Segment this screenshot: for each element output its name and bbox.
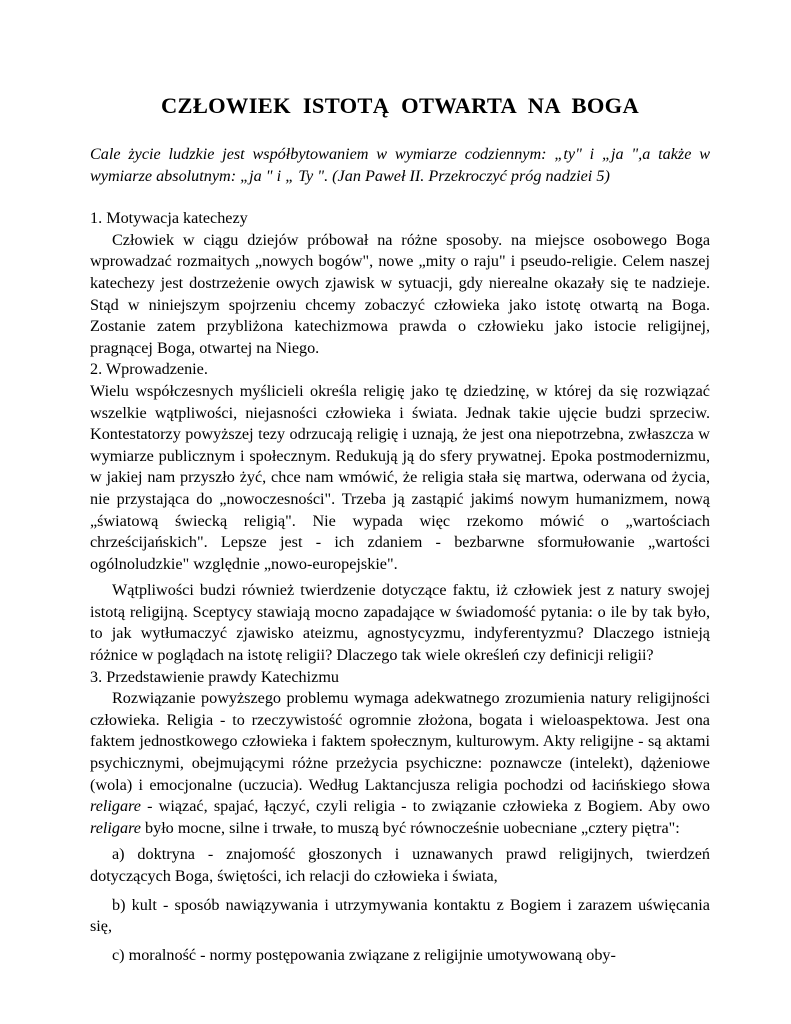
latin-term: religare bbox=[90, 818, 141, 837]
page-title: CZŁOWIEK ISTOTĄ OTWARTA NA BOGA bbox=[160, 93, 640, 118]
spacer bbox=[90, 187, 710, 208]
section-3-text-part-1: Rozwiązanie powyższego problemu wymaga adekwatnego zrozumienia natury religijności człowieka. Religia - to rzeczywistość ogromnie złożona, bogata i wieloaspektowa. Jest ona faktem jednostkowego człowieka i faktem społecznym, kulturowym. Akty religijne - są aktami psychicznymi, obejmującymi różne przeżycia psychiczne: poznawcze (intelekt), dążeniowe (wola) i emocjonalne (uczucia). Według Laktancjusza religia pochodzi od łacińskiego słowa bbox=[90, 689, 710, 794]
list-item-doctrine: a) doktryna - znajomość głoszonych i uznawanych prawd religijnych, twierdzeń dotyczących Boga, świętości, ich relacji do człowieka i świata, bbox=[90, 845, 710, 885]
section-3-heading: 3. Przedstawienie prawdy Katechizmu bbox=[90, 667, 340, 686]
section-1-paragraph: Człowiek w ciągu dziejów próbował na różne sposoby. na miejsce osobowego Boga wprowadzać rozmaitych „nowych bogów", nowe „mity o raju" i pseudo-religie. Celem naszej katechezy jest dostrzeżenie owych zjawisk w sytuacji, gdy nierealne okazały się te nadzieje. Stąd w niniejszym spojrzeniu chcemy zobaczyć człowieka jako istotę otwartą na Boga. Zostanie zatem przybliżona katechizmowa prawda o człowieku jako istocie religijnej, pragnącej Boga, otwartej na Niego. bbox=[90, 230, 710, 357]
motto-quote: Cale życie ludzkie jest współbytowaniem w wymiarze codziennym: „ty" i „ja ",a także w wymiarze absolutnym: „ja " i „ Ty ". (Jan Paweł II. Przekroczyć próg nadziei 5) bbox=[90, 145, 710, 185]
list-item-cult: b) kult - sposób nawiązywania i utrzymywania kontaktu z Bogiem i zarazem uświęcania się, bbox=[90, 895, 710, 936]
section-2-heading: 2. Wprowadzenie. bbox=[90, 360, 208, 379]
section-2-paragraph-2: Wątpliwości budzi również twierdzenie dotyczące faktu, iż człowiek jest z natury swojej istotą religijną. Sceptycy stawiają mocno zapadające w świadomość pytania: o ile by tak było, to jak wytłumaczyć zjawisko ateizmu, agnostycyzmu, indyferentyzmu? Dlaczego istnieją różnice w poglądach na istotę religii? Dlaczego tak wiele określeń czy definicji religii? bbox=[90, 581, 710, 665]
list-item-morality: c) moralność - normy postępowania związane z religijnie umotywowaną oby- bbox=[112, 945, 616, 964]
document-page bbox=[90, 0, 710, 966]
section-3-text-part-3: było mocne, silne i trwałe, to muszą być równocześnie uobecniane „cztery piętra": bbox=[140, 818, 680, 837]
latin-term: religare bbox=[90, 797, 141, 816]
section-2-paragraph-1: Wielu współczesnych myślicieli określa religię jako tę dziedzinę, w której da się rozwiązać wszelkie wątpliwości, niejasności człowieka i świata. Jednak takie ujęcie budzi sprzeciw. Kontestatorzy powyższej tezy odrzucają religię i uznają, że jest ona niepotrzebna, zwłaszcza w wymiarze publicznym i społecznym. Redukują ją do sfery prywatnej. Epoka postmodernizmu, w jakiej nam przyszło żyć, chce nam wmówić, że religia stała się martwa, oderwana od życia, nie przystająca do „nowoczesności". Trzeba ją zastąpić jakimś nowym humanizmem, nową „światową świecką religią". Nie wypada więc rzekomo mówić o „wartościach chrześcijańskich". Lepsze jest - ich zdaniem - bezbarwne sformułowanie „wartości ogólnoludzkie" względnie „nowo-europejskie". bbox=[90, 381, 710, 573]
section-3-paragraph bbox=[90, 688, 710, 839]
section-1-heading: 1. Motywacja katechezy bbox=[90, 209, 248, 228]
section-3-text-part-2: - wiązać, spajać, łączyć, czyli religia - to związanie człowieka z Bogiem. Aby owo bbox=[140, 797, 710, 816]
